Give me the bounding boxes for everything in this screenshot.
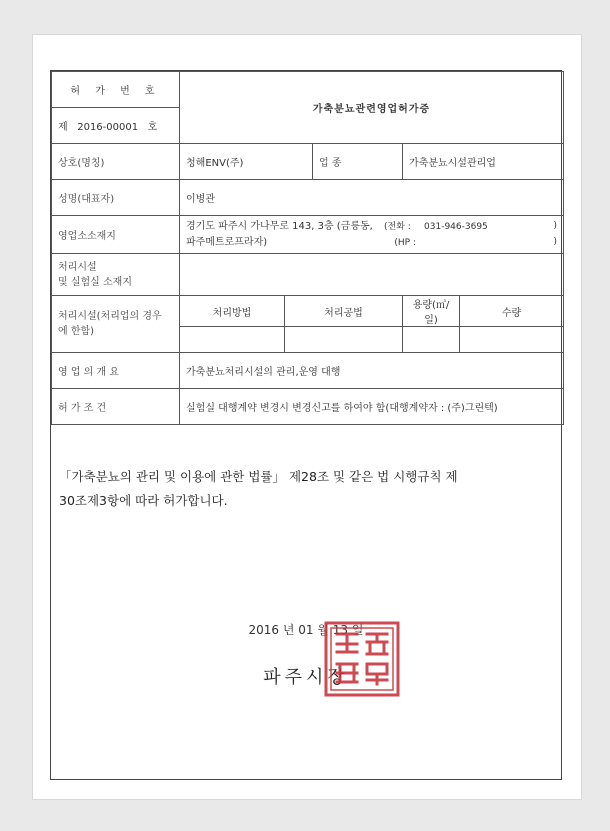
trade-name-value: 청해ENV(주) xyxy=(180,144,313,180)
issue-date: 2016 년 01 월 13 일 xyxy=(248,623,364,637)
permit-number xyxy=(52,108,180,144)
business-type-value: 가축분뇨시설관리업 xyxy=(403,144,564,180)
permit-form xyxy=(50,70,562,780)
hp-close: ) xyxy=(553,236,558,247)
conditions-label: 허 가 조 건 xyxy=(52,389,180,425)
facility-column-quantity: 수량 xyxy=(460,296,564,327)
address-cell xyxy=(180,216,564,254)
facility-location-value xyxy=(180,254,564,296)
statement-area xyxy=(51,425,561,687)
trade-name-label: 상호(명칭) xyxy=(52,144,180,180)
overview-value: 가축분뇨처리시설의 관리,운영 대행 xyxy=(180,353,564,389)
address-line-1 xyxy=(186,219,557,235)
hp-label: (HP : xyxy=(394,237,416,248)
address-label: 영업소소재지 xyxy=(52,216,180,254)
permit-number-prefix: 제 xyxy=(58,122,68,133)
official-seal-icon xyxy=(323,620,401,698)
statement-text xyxy=(59,465,553,513)
permit-table xyxy=(51,71,564,425)
facility-location-label-1: 처리시설 xyxy=(58,261,97,273)
document-title: 가축분뇨관련영업허가증 xyxy=(180,72,564,144)
address-line-1-text: 경기도 파주시 가나무로 143, 3층 (금릉동, xyxy=(186,220,373,232)
address-line-2 xyxy=(186,235,557,251)
phone-close: ) xyxy=(553,220,558,231)
address-line-2-text: 파주메트로프라자) xyxy=(186,236,268,248)
phone-value: 031-946-3695 xyxy=(424,221,488,232)
facility-location-label-2: 및 실험실 소재지 xyxy=(58,276,132,288)
facility-label-1: 처리시설(처리업의 경우 xyxy=(58,311,162,322)
facility-process-value xyxy=(285,327,403,353)
conditions-value: 실험실 대행계약 변경시 변경신고를 하여야 함(대행계약자 : (주)그린텍) xyxy=(180,389,564,425)
document-page xyxy=(32,34,582,800)
overview-label: 영 업 의 개 요 xyxy=(52,353,180,389)
business-type-label: 업 종 xyxy=(313,144,403,180)
facility-label-2: 에 한함) xyxy=(58,326,95,337)
statement-line-2: 30조제3항에 따라 허가합니다. xyxy=(59,493,228,508)
facility-column-method: 처리방법 xyxy=(180,296,285,327)
issuer-name: 파주시장 xyxy=(263,667,349,688)
facility-capacity-value xyxy=(403,327,460,353)
facility-method-value xyxy=(180,327,285,353)
facility-location-label xyxy=(52,254,180,296)
statement-line-1: 「가축분뇨의 관리 및 이용에 관한 법률」 제28조 및 같은 법 시행규칙 제 xyxy=(59,469,458,484)
phone-label: (전화 : xyxy=(384,221,411,232)
facility-column-process: 처리공법 xyxy=(285,296,403,327)
permit-number-label: 허 가 번 호 xyxy=(52,72,180,108)
representative-value: 이병관 xyxy=(180,180,564,216)
facility-column-capacity: 용량(㎥/일) xyxy=(403,296,460,327)
permit-number-suffix: 호 xyxy=(147,122,158,133)
facility-label xyxy=(52,296,180,353)
facility-quantity-value xyxy=(460,327,564,353)
permit-number-value: 2016-00001 xyxy=(77,122,139,133)
representative-label: 성명(대표자) xyxy=(52,180,180,216)
